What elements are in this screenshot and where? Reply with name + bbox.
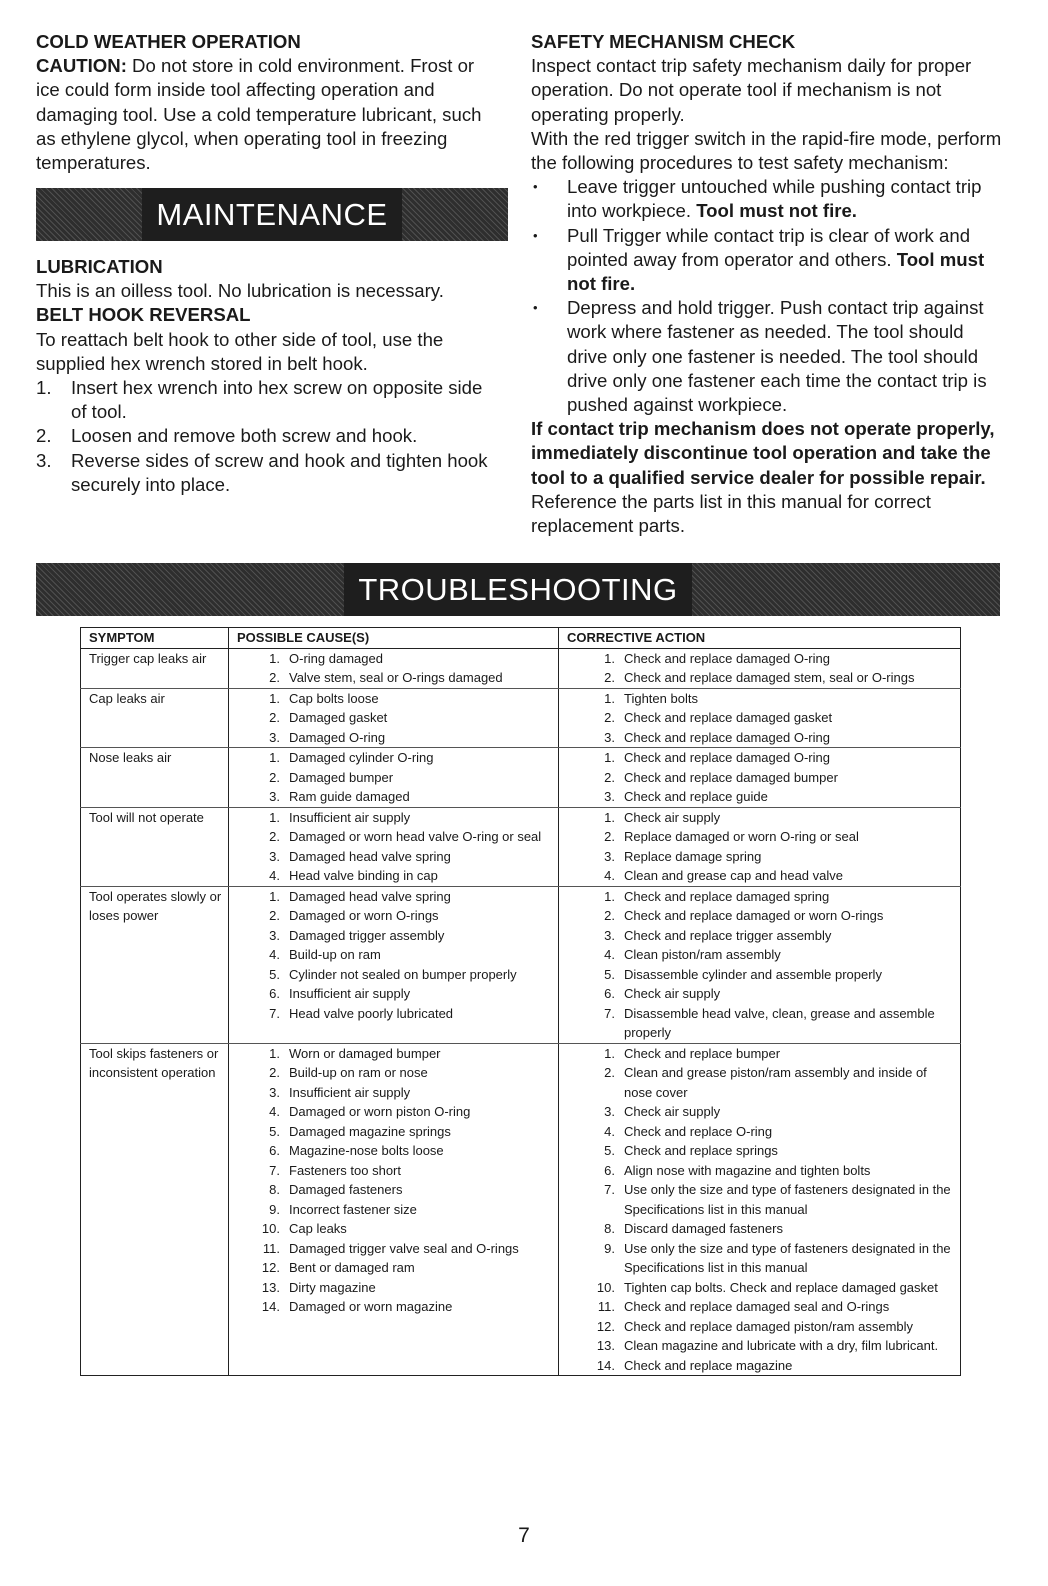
list-item — [237, 945, 552, 965]
item-text: Ram guide damaged — [289, 789, 410, 804]
item-text: Align nose with magazine and tighten bolts — [624, 1162, 871, 1178]
actions-cell — [559, 807, 961, 886]
list-item — [567, 1063, 954, 1102]
item-number: 3. — [269, 1084, 280, 1100]
item-number: 11. — [262, 1240, 280, 1256]
list-item — [237, 1180, 552, 1200]
symptom-cell: Trigger cap leaks air — [81, 648, 229, 688]
list-item — [567, 984, 954, 1004]
item-text: Check and replace damaged stem, seal or O-rings — [624, 670, 915, 685]
item-text: Check air supply — [624, 986, 721, 1001]
item-text: Clean and grease piston/ram assembly and inside of nose cover — [624, 1065, 927, 1100]
item-number: 1. — [269, 650, 280, 666]
item-text: Damaged cylinder O-ring — [289, 750, 434, 765]
item-text: Build-up on ram — [289, 947, 381, 962]
list-item — [567, 1219, 954, 1239]
item-number: 5. — [269, 1123, 280, 1139]
item-text: Tighten bolts — [624, 690, 698, 706]
item-text: Check and replace guide — [624, 789, 768, 804]
item-number: 1. — [604, 650, 615, 666]
item-text: Insufficient air supply — [289, 1084, 411, 1100]
item-text: Check and replace trigger assembly — [624, 927, 832, 943]
left-column-lower — [36, 255, 498, 497]
item-text: Damaged fasteners — [289, 1182, 403, 1197]
item-number: 2. — [604, 1065, 615, 1080]
item-number: 4. — [269, 868, 280, 883]
list-item — [237, 1122, 552, 1142]
actions-cell — [559, 748, 961, 808]
item-number: 14. — [596, 1357, 615, 1373]
item-number: 1. — [604, 809, 615, 825]
cold-weather-heading: COLD WEATHER OPERATION — [36, 31, 301, 52]
item-number: 2. — [269, 829, 280, 844]
list-item — [567, 945, 954, 965]
item-number: 4. — [604, 947, 615, 962]
list-item — [237, 1161, 552, 1181]
item-text: Cap leaks — [289, 1221, 347, 1236]
list-item — [237, 984, 552, 1004]
item-number: 3. — [604, 848, 615, 864]
item-number: 3. — [269, 927, 280, 943]
list-item — [567, 1336, 954, 1356]
item-number: 8. — [604, 1221, 615, 1236]
table-row — [81, 807, 961, 886]
list-item: 1. Insert hex wrench into hex screw on opposite side of tool. — [36, 377, 483, 423]
list-item — [237, 1141, 552, 1161]
item-text: Damaged gasket — [289, 710, 388, 725]
causes-list — [237, 649, 552, 688]
list-item — [567, 827, 954, 847]
item-number: 7. — [604, 1182, 615, 1197]
table-row — [81, 648, 961, 688]
item-number: 3. — [604, 1104, 615, 1119]
item-number: 12. — [261, 1260, 280, 1275]
list-item — [237, 1063, 552, 1083]
list-item — [567, 1004, 954, 1043]
item-number: 2. — [269, 769, 280, 785]
list-item — [237, 1258, 552, 1278]
item-text: Discard damaged fasteners — [624, 1221, 783, 1236]
causes-cell — [229, 688, 559, 748]
list-item: • Depress and hold trigger. Push contact trip against work where fastener as needed. The tool should drive only one fastener is needed. The tool should drive only one fastener each time the contact trip is pushed against workpiece. — [531, 296, 1009, 417]
list-item — [567, 1180, 954, 1219]
item-text: Check and replace damaged spring — [624, 888, 830, 904]
item-number: 1. — [269, 750, 280, 765]
item-text: Disassemble head valve, clean, grease and assemble properly — [624, 1005, 935, 1040]
actions-list — [567, 808, 954, 886]
causes-list — [237, 748, 552, 807]
item-number: 10. — [261, 1221, 280, 1236]
causes-cell — [229, 886, 559, 1043]
troubleshooting-body — [81, 648, 961, 1376]
list-item — [237, 827, 552, 847]
item-number: 4. — [269, 947, 280, 962]
list-item — [237, 768, 552, 788]
item-text: Check and replace damaged gasket — [624, 710, 833, 725]
list-item — [237, 847, 552, 867]
item-number: 1. — [604, 750, 615, 765]
symptom-cell: Cap leaks air — [81, 688, 229, 748]
item-text: Check and replace damaged O-ring — [624, 729, 830, 745]
item-text: O-ring damaged — [289, 650, 383, 666]
item-text: Fasteners too short — [289, 1162, 401, 1178]
item-number: 3. — [269, 729, 280, 745]
item-number: 3. — [604, 729, 615, 745]
item-text: Cylinder not sealed on bumper properly — [289, 966, 517, 982]
list-item — [237, 887, 552, 907]
belt-hook-intro: To reattach belt hook to other side of tool, use the supplied hex wrench stored in belt hook. — [36, 328, 444, 374]
actions-cell — [559, 1043, 961, 1376]
causes-cell — [229, 807, 559, 886]
list-item — [567, 926, 954, 946]
list-item: • Leave trigger untouched while pushing contact trip into workpiece. Tool must not fire. — [531, 175, 1009, 223]
item-number: 3. — [604, 789, 615, 804]
actions-cell — [559, 886, 961, 1043]
safety-paragraph-1: Inspect contact trip safety mechanism daily for proper operation. Do not operate tool if mechanism is not operating properly. — [531, 55, 972, 125]
item-number: 2. — [269, 670, 280, 685]
item-number: 2. — [269, 710, 280, 725]
causes-header: POSSIBLE CAUSE(S) — [229, 628, 559, 649]
item-number: 13. — [596, 1338, 615, 1353]
bullet-icon: • — [533, 179, 538, 195]
item-number: 2. — [604, 710, 615, 725]
item-number: 9. — [269, 1201, 280, 1217]
actions-list — [567, 1044, 954, 1376]
list-item — [567, 708, 954, 728]
item-text: Build-up on ram or nose — [289, 1065, 428, 1080]
symptom-cell: Tool skips fasteners or inconsistent operation — [81, 1043, 229, 1376]
item-text: Damaged trigger assembly — [289, 927, 445, 943]
causes-cell — [229, 648, 559, 688]
item-number: 2. — [269, 1065, 280, 1080]
symptom-header: SYMPTOM — [81, 628, 229, 649]
item-text: Check and replace damaged O-ring — [624, 650, 830, 666]
list-item — [237, 1219, 552, 1239]
item-number: 4. — [269, 1104, 280, 1119]
list-item — [237, 906, 552, 926]
belt-hook-heading: BELT HOOK REVERSAL — [36, 304, 251, 326]
item-text: Tighten cap bolts. Check and replace damaged gasket — [624, 1279, 938, 1295]
item-text: Cap bolts loose — [289, 690, 379, 706]
safety-bullets — [531, 175, 1009, 417]
list-item — [567, 1297, 954, 1317]
causes-list — [237, 808, 552, 886]
list-item — [567, 668, 954, 688]
actions-list — [567, 649, 954, 688]
item-text: Damaged or worn O-rings — [289, 908, 439, 923]
list-item — [237, 708, 552, 728]
item-text: Insufficient air supply — [289, 809, 411, 825]
list-item — [237, 1297, 552, 1317]
item-number: 1. — [604, 690, 615, 706]
item-text: Head valve poorly lubricated — [289, 1005, 454, 1021]
list-item — [237, 1239, 552, 1259]
lubrication-text: This is an oilless tool. No lubrication is necessary. — [36, 280, 444, 302]
item-text: Magazine-nose bolts loose — [289, 1143, 444, 1158]
list-item — [237, 926, 552, 946]
item-text: Replace damage spring — [624, 848, 762, 864]
list-item — [567, 748, 954, 768]
item-text: Clean and grease cap and head valve — [624, 868, 843, 883]
list-item — [237, 1044, 552, 1064]
right-column — [531, 30, 1009, 538]
item-text: Damaged or worn head valve O-ring or seal — [289, 829, 542, 844]
symptom-cell: Tool operates slowly or loses power — [81, 886, 229, 1043]
item-text: Clean piston/ram assembly — [624, 947, 781, 962]
list-item — [567, 728, 954, 748]
item-text: Use only the size and type of fasteners designated in the Specifications list in this manual — [624, 1182, 951, 1217]
item-text: Damaged magazine springs — [289, 1123, 451, 1139]
item-number: 5. — [604, 966, 615, 982]
item-text: Clean magazine and lubricate with a dry, film lubricant. — [624, 1338, 939, 1353]
list-item — [567, 808, 954, 828]
actions-cell — [559, 688, 961, 748]
list-item — [567, 689, 954, 709]
item-number: 10. — [596, 1279, 615, 1295]
item-number: 2. — [604, 829, 615, 844]
causes-list — [237, 1044, 552, 1317]
lubrication-heading: LUBRICATION — [36, 256, 163, 277]
safety-warning: If contact trip mechanism does not operate properly, immediately discontinue tool operation and take the tool to a qualified service dealer for possible repair. Reference the parts list in this manual for correct replacement parts. — [531, 418, 995, 537]
item-text: Incorrect fastener size — [289, 1201, 417, 1217]
item-text: Check and replace bumper — [624, 1045, 781, 1061]
item-text: Valve stem, seal or O-rings damaged — [289, 670, 503, 685]
item-text: Damaged head valve spring — [289, 848, 451, 864]
bullet-icon: • — [533, 227, 538, 243]
item-text: Replace damaged or worn O-ring or seal — [624, 829, 859, 844]
item-number: 5. — [269, 966, 280, 982]
list-item — [567, 1317, 954, 1337]
item-text: Insufficient air supply — [289, 986, 411, 1001]
item-text: Check and replace damaged O-ring — [624, 750, 830, 765]
item-text: Check and replace O-ring — [624, 1123, 773, 1139]
item-number: 2. — [269, 908, 280, 923]
troubleshooting-banner-label: TROUBLESHOOTING — [344, 563, 691, 616]
list-item — [237, 689, 552, 709]
item-text: Head valve binding in cap — [289, 868, 438, 883]
item-number: 1. — [604, 1045, 615, 1061]
item-number: 6. — [604, 986, 615, 1001]
item-number: 6. — [269, 986, 280, 1001]
item-number: 2. — [604, 908, 615, 923]
list-item — [237, 1200, 552, 1220]
item-number: 3. — [269, 789, 280, 804]
cold-weather-caution — [36, 54, 498, 175]
item-number: 8. — [269, 1182, 280, 1197]
item-number: 1. — [269, 690, 280, 706]
list-item — [567, 649, 954, 669]
left-column — [36, 30, 498, 175]
list-item — [567, 906, 954, 926]
actions-list — [567, 887, 954, 1043]
list-item — [567, 768, 954, 788]
list-item — [237, 649, 552, 669]
maintenance-banner-label: MAINTENANCE — [142, 188, 401, 241]
table-row — [81, 688, 961, 748]
item-number: 12. — [596, 1318, 615, 1334]
page-number: 7 — [518, 1524, 530, 1547]
list-item — [237, 965, 552, 985]
item-number: 3. — [269, 848, 280, 864]
list-item — [237, 866, 552, 886]
causes-list — [237, 689, 552, 748]
item-number: 1. — [604, 888, 615, 904]
list-item — [237, 748, 552, 768]
list-item — [567, 787, 954, 807]
symptom-cell: Nose leaks air — [81, 748, 229, 808]
caution-text: Do not store in cold environment. Frost or ice could form inside tool affecting operation and damaging tool. Use a cold temperature lubricant, such as ethylene glycol, when operating tool in freezing temperatures. — [36, 55, 482, 174]
item-number: 7. — [269, 1162, 280, 1178]
item-text: Damaged or worn magazine — [289, 1299, 453, 1314]
item-number: 6. — [604, 1162, 615, 1178]
causes-list — [237, 887, 552, 1024]
item-text: Worn or damaged bumper — [289, 1045, 441, 1061]
actions-list — [567, 689, 954, 748]
list-item — [237, 728, 552, 748]
list-item — [237, 1083, 552, 1103]
table-row — [81, 1043, 961, 1376]
troubleshooting-banner — [36, 563, 1000, 616]
list-item: • Pull Trigger while contact trip is clear of work and pointed away from operator and others. Tool must not fire. — [531, 224, 1009, 297]
item-text: Bent or damaged ram — [289, 1260, 415, 1275]
item-text: Damaged O-ring — [289, 729, 386, 745]
safety-heading: SAFETY MECHANISM CHECK — [531, 31, 796, 52]
actions-list — [567, 748, 954, 807]
cold-weather-section — [36, 30, 498, 175]
item-number: 2. — [604, 670, 615, 685]
item-number: 14. — [261, 1299, 280, 1314]
item-number: 1. — [269, 1045, 280, 1061]
item-text: Check air supply — [624, 809, 721, 825]
list-item — [237, 808, 552, 828]
list-item — [237, 1102, 552, 1122]
list-item — [567, 1122, 954, 1142]
item-number: 6. — [269, 1143, 280, 1158]
item-number: 4. — [604, 868, 615, 883]
causes-cell — [229, 1043, 559, 1376]
item-text: Disassemble cylinder and assemble properly — [624, 966, 882, 982]
caution-label: CAUTION: — [36, 55, 127, 77]
item-text: Damaged trigger valve seal and O-rings — [289, 1240, 519, 1256]
item-number: 13. — [261, 1279, 280, 1295]
item-number: 3. — [604, 927, 615, 943]
belt-hook-steps — [36, 376, 498, 497]
list-item — [567, 965, 954, 985]
list-item — [237, 668, 552, 688]
item-text: Damaged head valve spring — [289, 888, 451, 904]
actions-header: CORRECTIVE ACTION — [559, 628, 961, 649]
bullet-icon: • — [533, 300, 538, 316]
list-item — [567, 1102, 954, 1122]
list-item — [237, 787, 552, 807]
item-text: Check and replace damaged piston/ram assembly — [624, 1318, 914, 1334]
list-item — [567, 1356, 954, 1376]
causes-cell — [229, 748, 559, 808]
list-item — [567, 887, 954, 907]
item-text: Damaged bumper — [289, 769, 394, 785]
table-row — [81, 748, 961, 808]
item-number: 11. — [597, 1299, 615, 1314]
actions-cell — [559, 648, 961, 688]
item-text: Damaged or worn piston O-ring — [289, 1104, 471, 1119]
item-text: Use only the size and type of fasteners designated in the Specifications list in this manual — [624, 1240, 951, 1275]
item-number: 1. — [269, 809, 280, 825]
item-text: Check and replace magazine — [624, 1357, 793, 1373]
list-item — [567, 866, 954, 886]
item-number: 9. — [604, 1240, 615, 1256]
list-item — [567, 1141, 954, 1161]
item-number: 7. — [269, 1005, 280, 1021]
item-number: 1. — [269, 888, 280, 904]
item-text: Check and replace damaged or worn O-rings — [624, 908, 884, 923]
item-text: Dirty magazine — [289, 1279, 376, 1295]
item-number: 7. — [604, 1005, 615, 1021]
item-number: 2. — [604, 769, 615, 785]
list-item — [567, 1161, 954, 1181]
symptom-cell: Tool will not operate — [81, 807, 229, 886]
list-item — [237, 1004, 552, 1024]
item-number: 5. — [604, 1143, 615, 1158]
item-text: Check air supply — [624, 1104, 721, 1119]
table-header-row — [81, 628, 961, 649]
list-item: 2. Loosen and remove both screw and hook. — [36, 425, 418, 447]
safety-paragraph-2: With the red trigger switch in the rapid-fire mode, perform the following procedures to test safety mechanism: — [531, 127, 1002, 174]
list-item — [237, 1278, 552, 1298]
list-item — [567, 1278, 954, 1298]
item-number: 4. — [604, 1123, 615, 1139]
item-text: Check and replace springs — [624, 1143, 778, 1158]
list-item — [567, 1044, 954, 1064]
maintenance-banner — [36, 188, 508, 241]
item-text: Check and replace damaged bumper — [624, 769, 838, 785]
list-item — [567, 1239, 954, 1278]
troubleshooting-table — [80, 627, 961, 1376]
item-text: Check and replace damaged seal and O-rings — [624, 1299, 890, 1314]
table-row — [81, 886, 961, 1043]
list-item: 3. Reverse sides of screw and hook and tighten hook securely into place. — [36, 449, 488, 495]
list-item — [567, 847, 954, 867]
